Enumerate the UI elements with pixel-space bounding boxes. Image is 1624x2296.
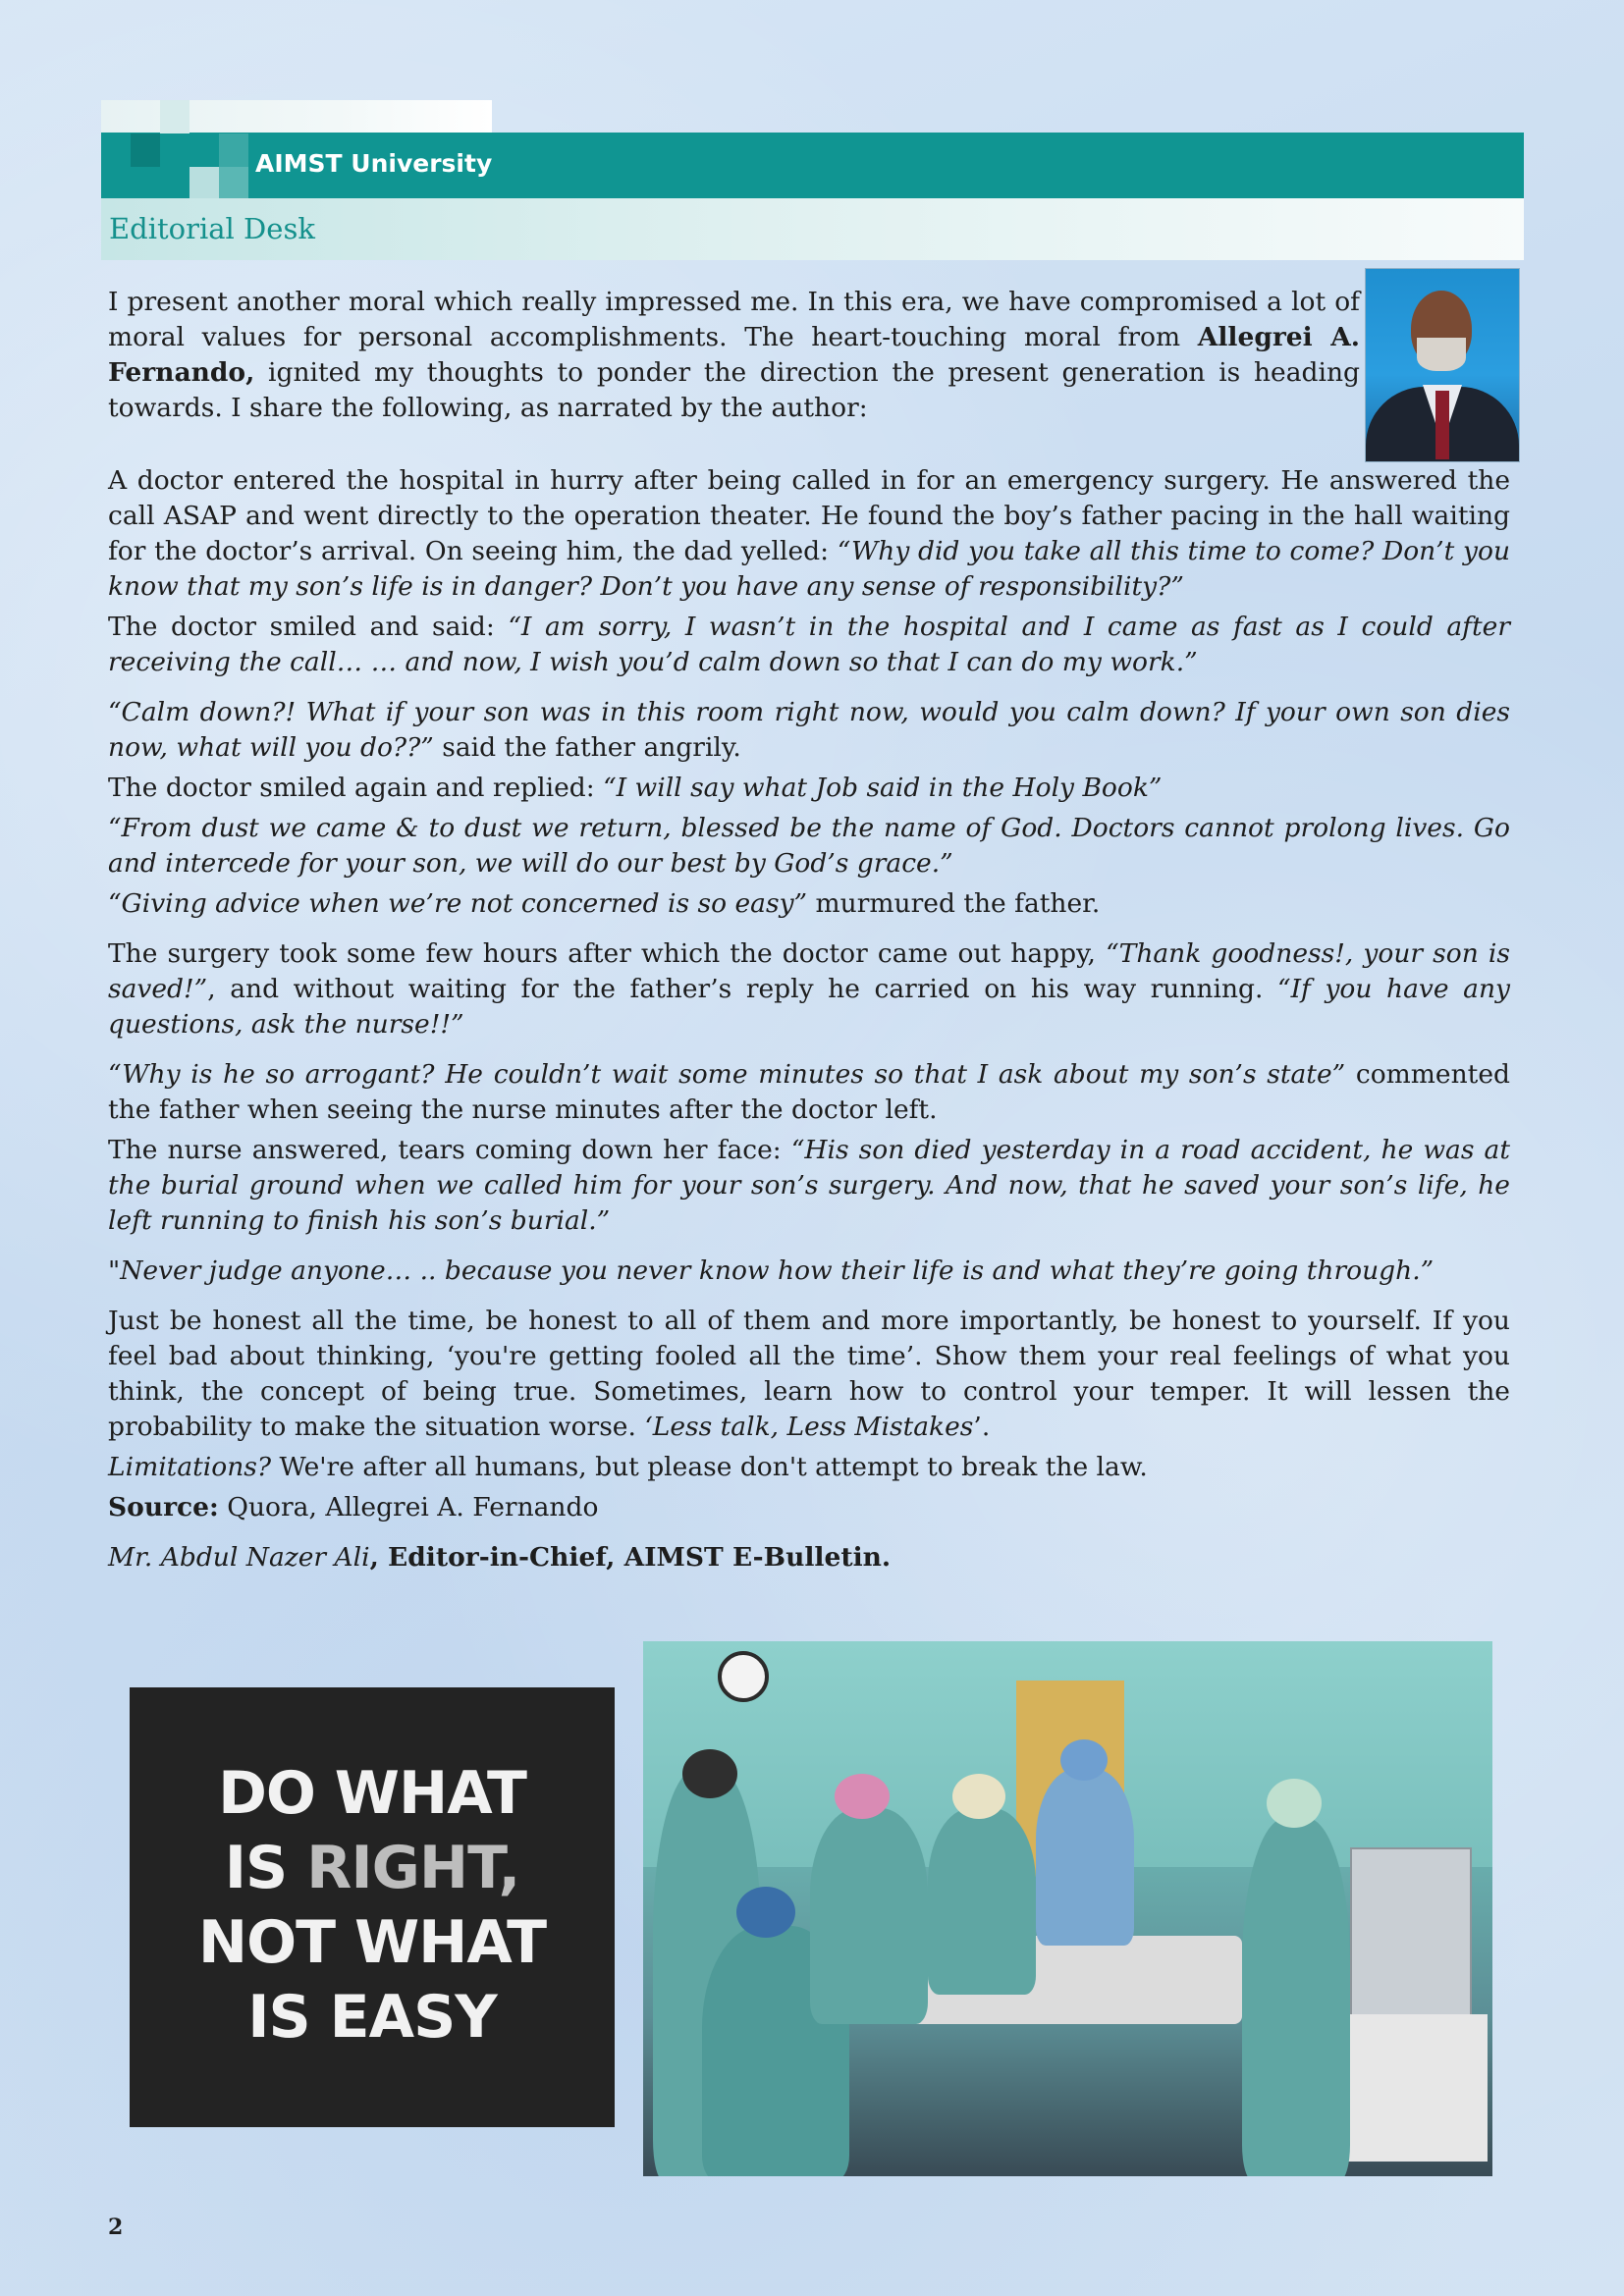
header-square	[189, 167, 219, 198]
poster-line: NOT WHAT	[197, 1908, 547, 1977]
author-portrait	[1365, 268, 1520, 462]
page-number: 2	[108, 2215, 124, 2240]
closing-text: ’.	[973, 1412, 991, 1442]
source-text: Quora, Allegrei A. Fernando	[218, 1492, 599, 1522]
story-quote: “I will say what Job said in the Holy Book”	[603, 773, 1163, 803]
story-text: commented the father when seeing the nurse minutes after the doctor left.	[108, 1059, 1510, 1125]
closing-quote: ‘Less talk, Less Mistakes	[644, 1412, 974, 1442]
story-quote: “Why is he so arrogant? He couldn’t wait some minutes so that I ask about my son’s state”	[108, 1059, 1346, 1090]
story-text: , and without waiting for the father’s reply he carried on his way running.	[207, 974, 1278, 1004]
limitations-label: Limitations?	[108, 1452, 272, 1482]
header-square	[219, 167, 248, 198]
author-name: Allegrei A. Fernando,	[108, 322, 1360, 388]
story-quote: “From dust we came & to dust we return, blessed be the name of God. Doctors cannot prolong lives. Go and intercede for your son, we will do our best by God’s grace.”	[108, 813, 1510, 879]
signature-name: Mr. Abdul Nazer Ali	[108, 1542, 370, 1573]
story-text: The doctor smiled again and replied:	[108, 773, 604, 803]
motto-poster	[130, 1687, 615, 2127]
story-quote: “Thank goodness!, your son is saved!”	[108, 938, 1511, 1004]
surgery-photo	[643, 1641, 1492, 2176]
story-text: The surgery took some few hours after which the doctor came out happy,	[108, 938, 1107, 969]
story-quote: “Giving advice when we’re not concerned is so easy”	[108, 888, 808, 919]
story-body	[108, 463, 1510, 1580]
source-label: Source:	[108, 1492, 219, 1522]
poster-line: IS	[224, 1834, 307, 1902]
story-text: The doctor smiled and said:	[108, 612, 509, 642]
closing-text: Just be honest all the time, be honest to all of them and more importantly, be honest to yourself. If you feel bad about thinking, ‘you're getting fooled all the time’. Show them your real feelings of what you think, the concept of being true. Sometimes, learn how to control your temper. It will lessen the probability to make the situation worse.	[108, 1306, 1510, 1442]
story-quote: “If you have any questions, ask the nurse!!”	[108, 974, 1510, 1040]
intro-text: I present another moral which really impressed me. In this era, we have compromised a lot of moral values for personal accomplishments. The heart-touching moral from	[108, 287, 1360, 352]
poster-highlight: RIGHT,	[306, 1834, 520, 1902]
story-quote: “Why did you take all this time to come? Don’t you know that my son’s life is in danger? Don’t you have any sense of responsibility?”	[108, 536, 1511, 602]
story-quote: “I am sorry, I wasn’t in the hospital and I came as fast as I could after receiving the call… … and now, I wish you’d calm down so that I can do my work.”	[108, 612, 1510, 677]
limitations-text: We're after all humans, but please don't attempt to break the law.	[271, 1452, 1148, 1482]
section-title: Editorial Desk	[109, 212, 315, 245]
header-square	[131, 133, 160, 167]
signature-title: , Editor-in-Chief, AIMST E-Bulletin.	[369, 1542, 892, 1573]
header-square	[160, 100, 189, 133]
poster-line: DO WHAT	[218, 1759, 526, 1828]
story-quote: “His son died yesterday in a road accident, he was at the burial ground when we called him for your son’s surgery. And now, that he saved your son’s life, he left running to finish his son’s burial.”	[108, 1135, 1510, 1236]
moral-quote: "Never judge anyone… .. because you never know how their life is and what they’re going through.”	[108, 1255, 1435, 1286]
story-text: murmured the father.	[807, 888, 1101, 919]
story-quote: “Calm down?! What if your son was in this room right now, would you calm down? If your own son dies now, what will you do??”	[108, 697, 1510, 763]
intro-text-end: ignited my thoughts to ponder the direction the present generation is heading towards. I share the following, as narrated by the author:	[108, 357, 1360, 423]
intro-paragraph	[108, 285, 1360, 426]
story-text: A doctor entered the hospital in hurry after being called in for an emergency surgery. He answered the call ASAP and went directly to the operation theater. He found the boy’s father pacing in the hall waiting for the doctor’s arrival. On seeing him, the dad yelled:	[108, 465, 1510, 566]
story-text: said the father angrily.	[433, 732, 741, 763]
story-text: The nurse answered, tears coming down her face:	[108, 1135, 791, 1165]
brand-name: AIMST University	[255, 149, 493, 178]
poster-line: IS EASY	[247, 1983, 497, 2052]
header-square	[219, 133, 248, 167]
